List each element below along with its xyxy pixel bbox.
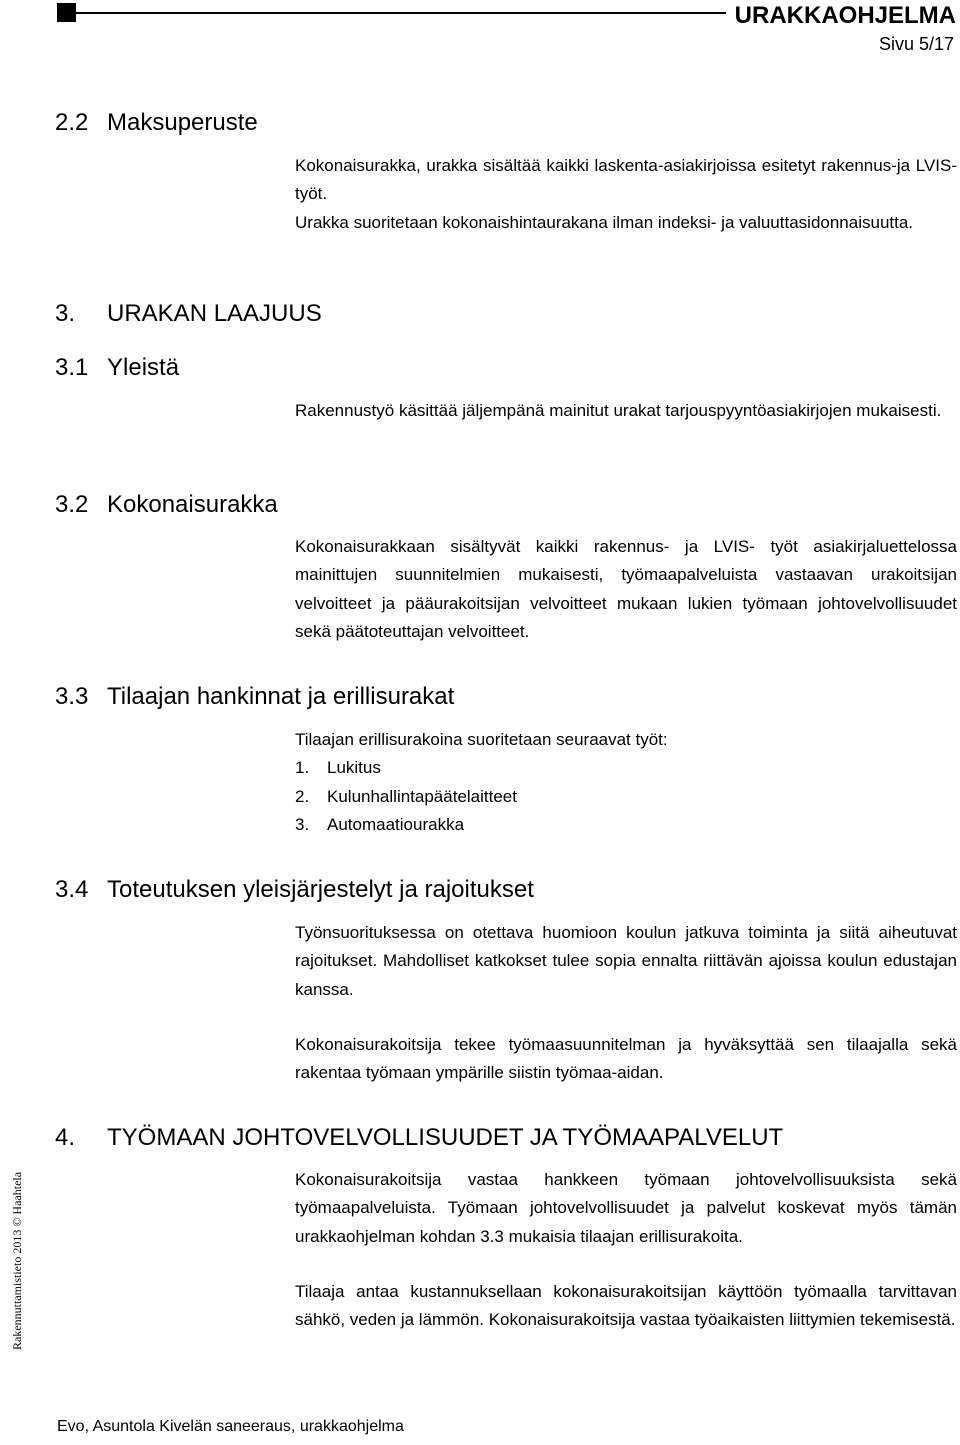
heading-3-3 — [55, 683, 454, 711]
heading-title: Kokonaisurakka — [107, 491, 278, 518]
heading-number: 2.2 — [55, 109, 89, 136]
list-number: 1. — [295, 758, 310, 778]
list-number: 2. — [295, 786, 310, 806]
header-rule — [76, 12, 726, 14]
list-number: 3. — [295, 814, 310, 834]
heading-3-1 — [55, 354, 179, 382]
heading-number: 3. — [55, 300, 76, 327]
list-text: Automaatiourakka — [327, 814, 465, 834]
document-title: URAKKAOHJELMA — [734, 2, 956, 29]
list-intro: Tilaajan erillisurakoina suoritetaan seuraavat työt: — [295, 730, 668, 749]
heading-title: Toteutuksen yleisjärjestelyt ja rajoitukset — [107, 876, 534, 903]
heading-title: Yleistä — [107, 354, 180, 381]
heading-number: 3.1 — [55, 354, 89, 381]
section-4-body-1 — [295, 1166, 957, 1251]
section-3-3-body — [295, 726, 957, 839]
paragraph: Rakennustyö käsittää jäljempänä mainitut urakat tarjouspyyntöasiakirjojen mukaisesti. — [295, 401, 942, 420]
footer-text: Evo, Asuntola Kivelän saneeraus, urakkaohjelma — [57, 1418, 404, 1435]
section-3-2-body — [295, 533, 957, 646]
page-number: Sivu 5/17 — [878, 34, 954, 54]
heading-title: Tilaajan hankinnat ja erillisurakat — [107, 683, 455, 710]
heading-title: Maksuperuste — [107, 109, 258, 136]
paragraph: Kokonaisurakkaan sisältyvät kaikki rakennus- ja LVIS- työt asiakirjaluettelossa mainittujen suunnitelmien mukaisesti, työmaapalveluista vastaavan urakoitsijan velvoitteet ja pääurakoitsijan velvoitteet mukaan lukien työmaan johtovelvollisuudet sekä päätoteuttajan velvoitteet. — [295, 537, 957, 641]
heading-2-2 — [55, 109, 258, 137]
heading-number: 3.3 — [55, 683, 89, 710]
paragraph: Kokonaisurakoitsija tekee työmaasuunnitelman ja hyväksyttää sen tilaajalla sekä rakentaa työmaan ympärille siistin työmaa-aidan. — [295, 1035, 957, 1083]
paragraph: Tilaaja antaa kustannuksellaan kokonaisurakoitsijan käyttöön työmaalla tarvittavan sähkö, veden ja lämmön. Kokonaisurakoitsija vastaa työaikaisten liittymien tekemisestä. — [295, 1282, 957, 1330]
paragraph: Urakka suoritetaan kokonaishintaurakana ilman indeksi- ja valuuttasidonnaisuutta. — [295, 212, 914, 232]
heading-number: 3.2 — [55, 491, 89, 518]
heading-4 — [55, 1124, 783, 1152]
side-copyright-text: Rakennuttamistieto 2013 © Haahtela — [10, 1171, 24, 1350]
list-text: Kulunhallintapäätelaitteet — [327, 786, 517, 806]
heading-title: TYÖMAAN JOHTOVELVOLLISUUDET JA TYÖMAAPALVELUT — [107, 1124, 784, 1151]
side-copyright — [0, 1160, 24, 1350]
paragraph: Työnsuorituksessa on otettava huomioon koulun jatkuva toiminta ja siitä aiheutuvat rajoitukset. Mahdolliset katkokset tulee sopia ennalta riittävän ajoissa koulun edustajan kanssa. — [295, 923, 957, 999]
heading-3 — [55, 300, 322, 328]
section-3-4-body-2 — [295, 1031, 957, 1088]
heading-3-2 — [55, 491, 278, 519]
heading-number: 3.4 — [55, 876, 89, 903]
paragraph: Kokonaisurakka, urakka sisältää kaikki laskenta-asiakirjoissa esitetyt rakennus-ja LVIS- työt. — [295, 156, 957, 204]
list-item — [295, 811, 957, 839]
section-2-2-body — [295, 152, 957, 237]
section-3-4-body-1 — [295, 919, 957, 1004]
header-square — [57, 3, 76, 22]
paragraph: Kokonaisurakoitsija vastaa hankkeen työmaan johtovelvollisuuksista sekä työmaapalveluista. Työmaan johtovelvollisuudet ja palvelut koskevat myös tämän urakkaohjelman kohdan 3.3 mukaisia tilaajan erillisurakoita. — [295, 1170, 957, 1246]
list-item — [295, 783, 957, 811]
list-text: Lukitus — [327, 758, 381, 778]
list-item — [295, 754, 957, 782]
section-4-body-2 — [295, 1278, 957, 1335]
heading-title: URAKAN LAAJUUS — [107, 300, 322, 327]
heading-3-4 — [55, 876, 534, 904]
heading-number: 4. — [55, 1124, 76, 1151]
section-3-1-body — [295, 397, 957, 425]
